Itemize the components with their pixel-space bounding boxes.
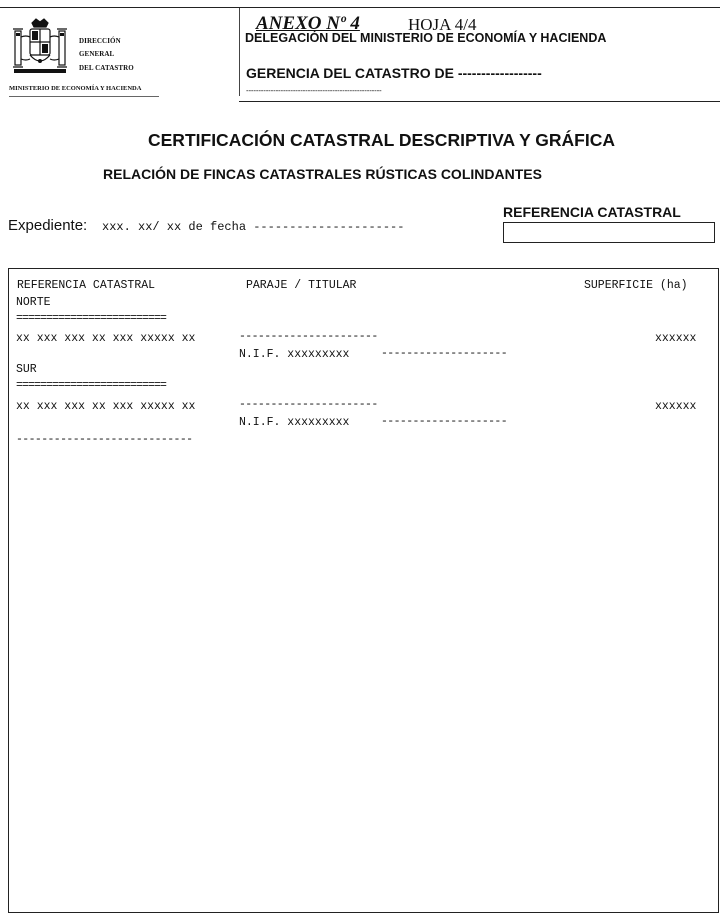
expediente-label: Expediente:	[8, 217, 88, 234]
reference-input-box[interactable]	[503, 222, 715, 243]
boundary-parcels-table	[8, 268, 719, 913]
parcel-reference: xx xxx xxx xx xxx xxxxx xx	[16, 400, 196, 413]
table-closing-line: ----------------------------	[16, 433, 193, 446]
parcel-area: xxxxxx	[655, 332, 697, 345]
section-heading-norte: NORTE	[16, 296, 51, 309]
header-bottom-rule	[239, 101, 720, 102]
section-underline-sur: =========================	[16, 379, 167, 392]
section-underline-norte: =========================	[16, 312, 167, 325]
management-dash-line: -------------------------------------------------------	[246, 86, 382, 95]
parcel-owner: --------------------	[381, 415, 508, 428]
delegation-title: DELEGACIÓN DEL MINISTERIO DE ECONOMÍA Y HACIENDA	[245, 31, 607, 45]
expediente-value: xxx. xx/ xx de fecha ---------------------	[102, 220, 405, 234]
column-header-reference: REFERENCIA CATASTRAL	[17, 279, 156, 292]
column-header-area: SUPERFICIE (ha)	[584, 279, 688, 292]
ministry-name: MINISTERIO DE ECONOMÍA Y HACIENDA	[9, 85, 142, 92]
sheet-number: HOJA 4/4	[408, 15, 477, 34]
parcel-nif: N.I.F. xxxxxxxxx	[239, 416, 350, 429]
parcel-reference: xx xxx xxx xx xxx xxxxx xx	[16, 332, 196, 345]
section-heading-sur: SUR	[16, 363, 37, 376]
department-line-3: DEL CATASTRO	[79, 64, 134, 72]
parcel-owner: --------------------	[381, 347, 508, 360]
column-header-place-owner: PARAJE / TITULAR	[246, 279, 357, 292]
parcel-area: xxxxxx	[655, 400, 697, 413]
department-line-2: GENERAL	[79, 50, 115, 58]
department-line-1: DIRECCIÓN	[79, 37, 121, 45]
parcel-place: ----------------------	[239, 330, 378, 343]
parcel-nif: N.I.F. xxxxxxxxx	[239, 348, 350, 361]
parcel-place: ----------------------	[239, 398, 378, 411]
top-rule	[0, 7, 720, 8]
subtitle: RELACIÓN DE FINCAS CATASTRALES RÚSTICAS COLINDANTES	[103, 166, 542, 182]
management-title: GERENCIA DEL CATASTRO DE ------------------	[246, 65, 542, 81]
coat-of-arms-icon	[10, 17, 70, 81]
header-divider	[239, 8, 240, 96]
main-title: CERTIFICACIÓN CATASTRAL DESCRIPTIVA Y GRÁFICA	[148, 130, 616, 150]
annex-label: ANEXO Nº 4	[256, 13, 360, 34]
ministry-underline	[9, 96, 159, 97]
reference-box-label: REFERENCIA CATASTRAL	[503, 204, 681, 220]
